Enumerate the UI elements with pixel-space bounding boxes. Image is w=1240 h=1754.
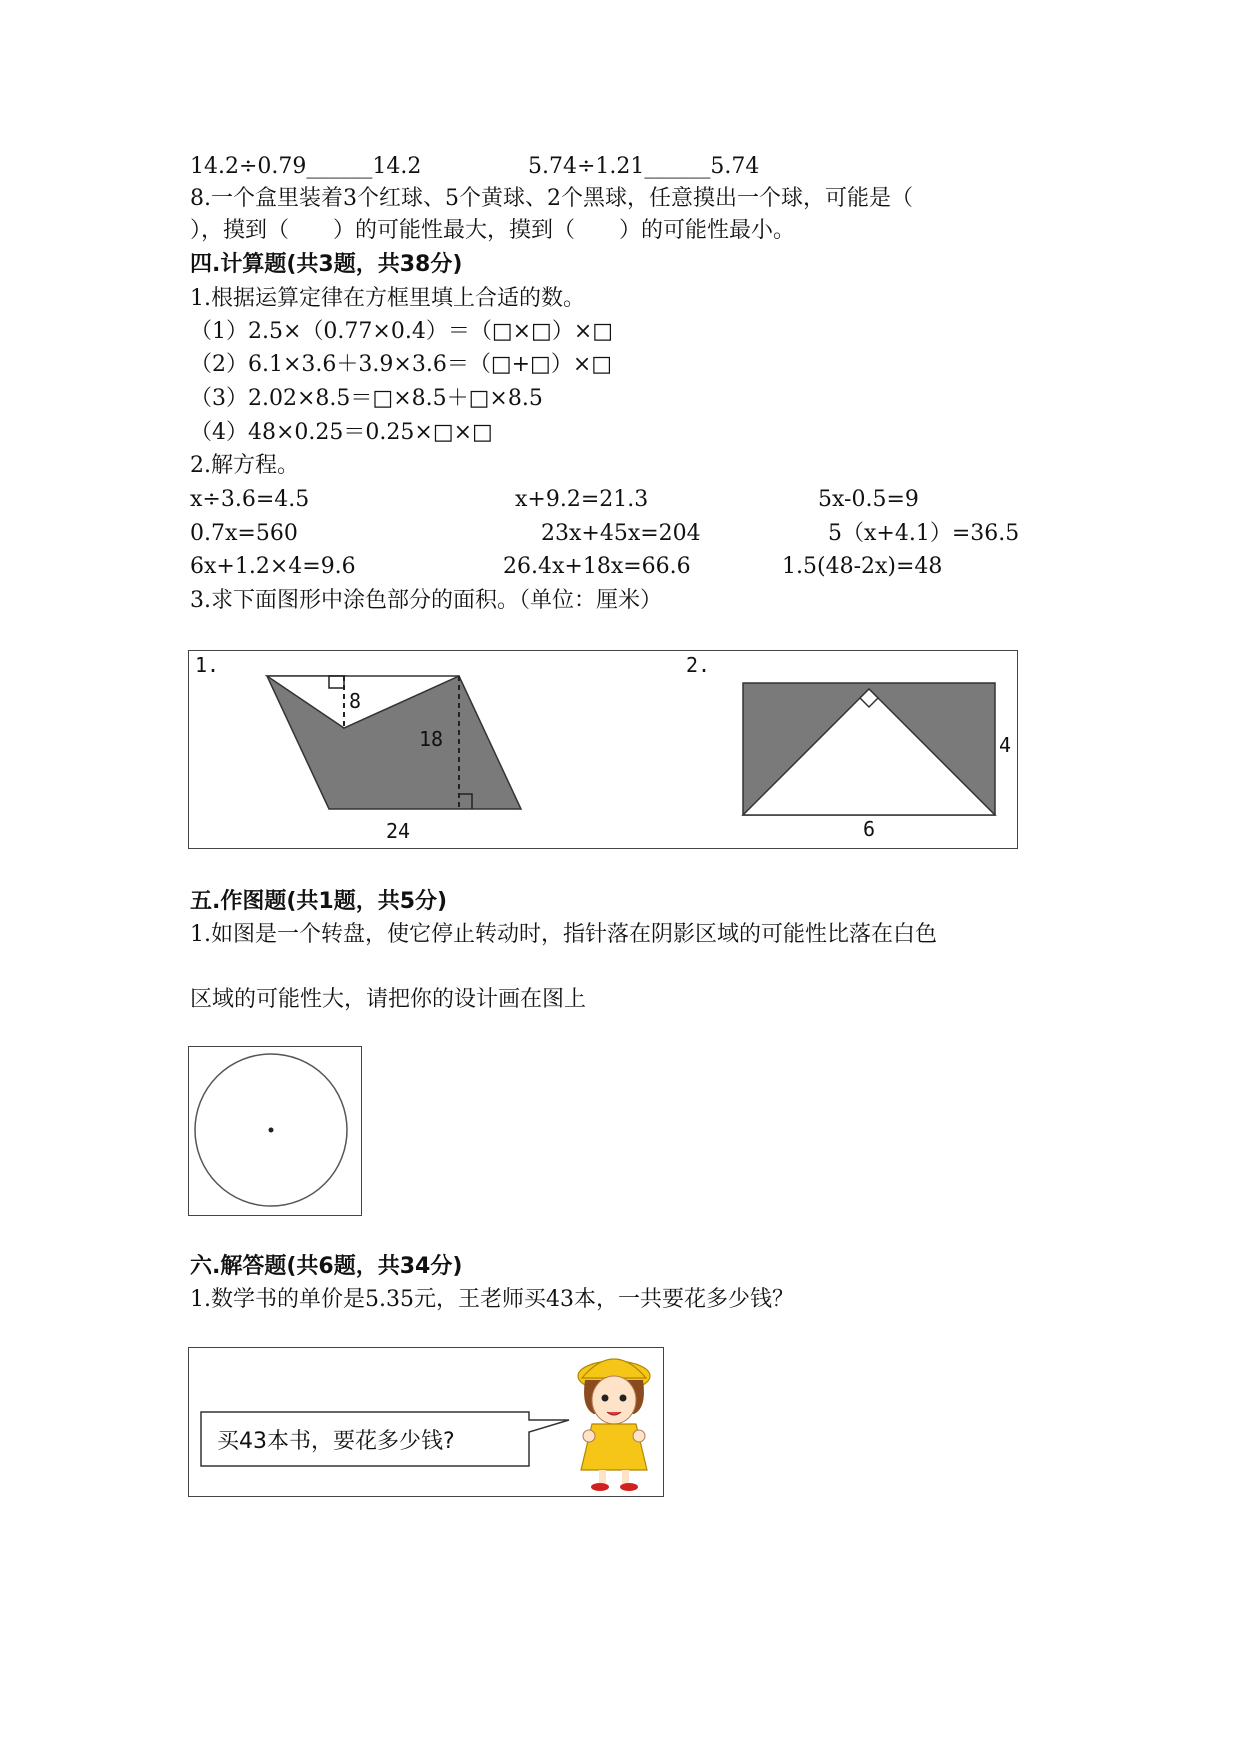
cartoon-figure (188, 1347, 664, 1497)
equation: 26.4x+18x=66.6 (503, 554, 691, 579)
q4-2-prompt: 2.解方程。 (190, 453, 299, 478)
question-8-line1: 8.一个盒里装着3个红球、5个黄球、2个黑球，任意摸出一个球，可能是（ (190, 186, 913, 211)
cartoon-drawing (189, 1348, 665, 1498)
equation: 23x+45x=204 (541, 521, 701, 546)
q4-3-prompt: 3.求下面图形中涂色部分的面积。（单位：厘米） (190, 588, 662, 613)
equation: 0.7x=560 (190, 521, 298, 546)
equation: 1.5(48-2x)=48 (782, 554, 943, 579)
dimension-8-label: 8 (349, 689, 362, 713)
speech-bubble-text: 买43本书，要花多少钱? (217, 1429, 455, 1454)
spinner-figure (188, 1046, 362, 1216)
q5-1-line1: 1.如图是一个转盘，使它停止转动时，指针落在阴影区域的可能性比落在白色 (190, 922, 937, 947)
figure-1-label: 1. (195, 653, 220, 677)
equation: 5x-0.5=9 (818, 487, 919, 512)
girl-illustration (578, 1359, 650, 1491)
dimension-24-label: 24 (386, 819, 411, 843)
dimension-18-label: 18 (419, 727, 444, 751)
equation: x÷3.6=4.5 (190, 487, 310, 512)
compare-right: 5.74÷1.21______5.74 (528, 154, 760, 179)
q4-1-item: （1）2.5×（0.77×0.4）＝（□×□）×□ (190, 319, 614, 344)
section-4-heading: 四.计算题(共3题，共38分) (190, 252, 463, 277)
q4-1-item: （2）6.1×3.6＋3.9×3.6＝（□+□）×□ (190, 352, 613, 377)
spinner-drawing (189, 1047, 363, 1217)
compare-left: 14.2÷0.79______14.2 (190, 154, 422, 179)
shaded-area-figure (188, 650, 1018, 849)
spinner-center-dot (269, 1128, 274, 1133)
figure-2-label: 2. (686, 653, 711, 677)
section-6-heading: 六.解答题(共6题，共34分) (190, 1254, 463, 1279)
shaded-area-drawing (189, 651, 1019, 850)
q6-1-text: 1.数学书的单价是5.35元，王老师买43本，一共要花多少钱？ (190, 1287, 794, 1312)
q5-1-line2: 区域的可能性大，请把你的设计画在图上 (190, 987, 587, 1012)
dimension-4-label: 4 (999, 733, 1012, 757)
q4-1-item: （4）48×0.25＝0.25×□×□ (190, 420, 493, 445)
equation: x+9.2=21.3 (515, 487, 649, 512)
equation: 6x+1.2×4=9.6 (190, 554, 356, 579)
q4-1-item: （3）2.02×8.5＝□×8.5＋□×8.5 (190, 386, 543, 411)
question-8-line2: ），摸到（ ）的可能性最大，摸到（ ）的可能性最小。 (190, 218, 796, 243)
equation: 5（x+4.1）=36.5 (828, 521, 1020, 546)
q4-1-prompt: 1.根据运算定律在方框里填上合适的数。 (190, 286, 585, 311)
dimension-6-label: 6 (863, 817, 876, 841)
section-5-heading: 五.作图题(共1题，共5分) (190, 889, 448, 914)
